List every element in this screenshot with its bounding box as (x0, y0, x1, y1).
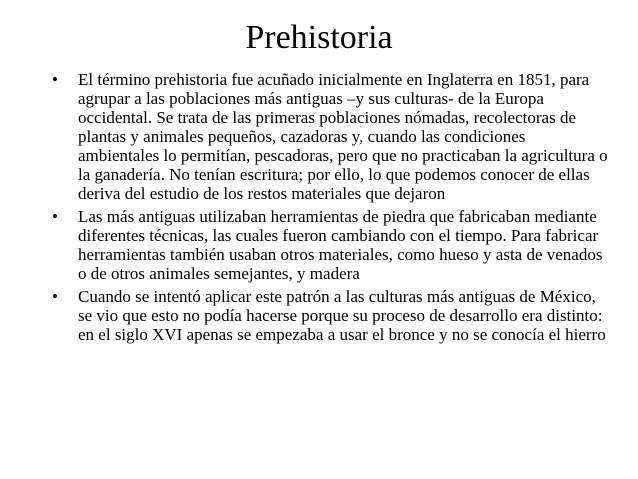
bullet-list (30, 70, 610, 348)
bullet-item (30, 287, 610, 344)
bullet-text: El término prehistoria fue acuñado inicialmente en Inglaterra en 1851, para agrupar a las poblaciones más antiguas –y sus culturas- de la Europa occidental. Se trata de las primeras poblaciones nómadas, recolectoras de plantas y animales pequeños, cazadoras y, cuando las condiciones ambientales lo permitían, pescadoras, pero que no practicaban la agricultura o la ganadería. No tenían escritura; por ello, lo que podemos conocer de ellas deriva del estudio de los restos materiales que dejaron (78, 70, 608, 203)
bullet-marker: • (52, 287, 58, 306)
bullet-text: Las más antiguas utilizaban herramientas de piedra que fabricaban mediante diferentes técnicas, las cuales fueron cambiando con el tiempo. Para fabricar herramientas también usaban otros materiales, como hueso y asta de venados o de otros animales semejantes, y madera (78, 207, 603, 283)
bullet-text: Cuando se intentó aplicar este patrón a las culturas más antiguas de México, se vio que esto no podía hacerse porque su proceso de desarrollo era distinto: en el siglo XVI apenas se empezaba a usar el bronce y no se conocía el hierro (78, 287, 606, 344)
bullet-marker: • (52, 70, 58, 89)
slide-title: Prehistoria (245, 19, 393, 56)
bullet-item (30, 207, 610, 283)
bullet-marker: • (52, 207, 58, 226)
bullet-item (30, 70, 610, 203)
